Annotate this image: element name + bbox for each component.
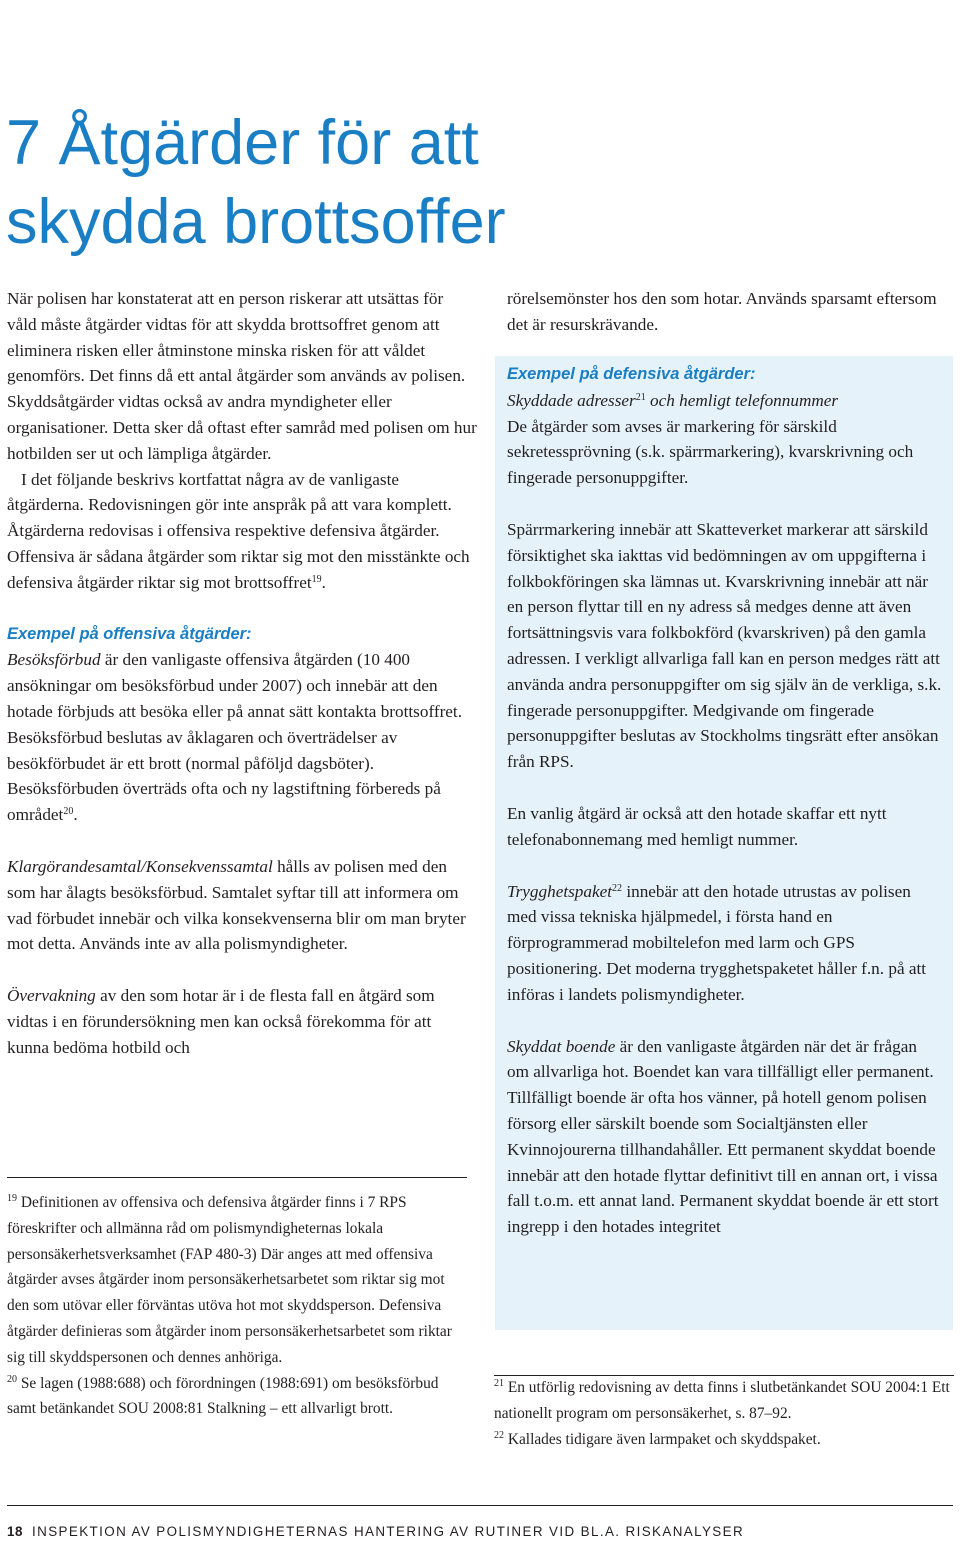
klargorandesamtal-text: hålls av polisen med den som har ålagts besöksförbud. Samtalet syftar till att informera om vad förbudet innebär och vilka konsekvenserna blir om man bryter mot detta. Används inte av alla polismyndigheter. (7, 856, 466, 954)
right-column-continuation (507, 286, 959, 338)
footnote-22 (494, 1427, 954, 1453)
defensive-box (495, 356, 953, 1330)
page-number: 18 (7, 1524, 23, 1539)
skyddade-adresser-term: Skyddade adresser (507, 390, 636, 410)
sparrmarkering-paragraph: Spärrmarkering innebär att Skatteverket markerar att särskild försiktighet ska iakttas vid bedömningen av om uppgifterna i folkbokföringen ska lämnas ut. Kvarskrivning innebär att när en person flyttar till en ny adress så medges denne att även fortsättningsvis vara folkbokförd (kvarskriven) på den gamla adressen. I verkligt allvarliga fall kan en person medges rätt att använda andra personuppgifter om sig själv än de verkliga, s.k. fingerade personuppgifter. Medgivande om fingerade personuppgifter beslutas av Stockholms tingsrätt efter ansökan från RPS. (507, 519, 942, 772)
footnote-19 (7, 1190, 465, 1371)
klargorandesamtal-paragraph (7, 854, 477, 957)
overvakning-paragraph (7, 983, 477, 1060)
footnote-20 (7, 1371, 465, 1423)
overvakning-term: Övervakning (7, 986, 96, 1006)
footnote-divider-left (7, 1177, 467, 1178)
overview-text: I det följande beskrivs kortfattat några av de vanligaste åtgärderna. Redovisningen gör inte anspråk på att vara komplett. Åtgärderna redovisas i offensiva respektive defensiva åtgärder. Offensiva är sådana åtgärder som riktar sig mot den misstänkte och defensiva åtgärder riktar sig mot brottsoffret (7, 469, 470, 592)
running-footer-text: INSPEKTION AV POLISMYNDIGHETERNAS HANTERING AV RUTINER VID BL.A. RISKANALYSER (32, 1524, 745, 1539)
page-footer (7, 1523, 953, 1541)
footnote-21 (494, 1375, 954, 1427)
skyddade-adresser-heading (507, 388, 943, 414)
offensive-heading: Exempel på offensiva åtgärder: (7, 624, 252, 643)
footnote-ref-19: 19 (311, 573, 322, 585)
besoksforbud-term: Besöksförbud (7, 650, 101, 670)
footnote-20-text: Se lagen (1988:688) och förordningen (1988:691) om besöksförbud samt betänkandet SOU 2008:81 Stalkning – ett allvarligt brott. (7, 1374, 439, 1418)
telefonabonnemang-paragraph: En vanlig åtgärd är också att den hotade skaffar ett nytt telefonabonnemang med hemligt nummer. (507, 803, 887, 849)
footnote-20-number: 20 (7, 1373, 17, 1385)
footnote-19-text: Definitionen av offensiva och defensiva åtgärder finns i 7 RPS föreskrifter och allmänna råd om polismyndigheternas lokala personsäkerhetsverksamhet (FAP 480-3) Där anges att med offensiva åtgärder avses åtgärder inom personsäkerhetsarbetet som riktar sig mot den som utövar eller förväntas utöva hot mot skyddsperson. Defensiva åtgärder definieras som åtgärder inom personsäkerhetsarbetet som riktar sig till skyddspersonen och dennes anhöriga. (7, 1194, 452, 1366)
footnote-ref-22: 22 (612, 882, 623, 894)
footnote-21-number: 21 (494, 1378, 504, 1389)
skyddat-boende-text: är den vanligaste åtgärden när det är frågan om allvarliga hot. Boendet kan vara tillfälligt eller permanent. Tillfälligt boende är ofta hos vänner, på hotell genom polisen försorg eller särskilt boende som Socialtjänsten eller Kvinnojourerna tillhandahåller. Ett permanent skyddat boende innebär att den hotade flyttar definitivt till en annan ort, i vissa fall t.o.m. ett annat land. Permanent skyddat boende är ett stort ingrepp i den hotades integritet (507, 1036, 939, 1237)
intro-paragraph (7, 286, 477, 467)
left-column (7, 286, 477, 1061)
skyddat-boende-paragraph (507, 1034, 943, 1240)
defensive-box-content (507, 362, 943, 1240)
footnotes-left (7, 1190, 465, 1422)
footnote-ref-20: 20 (63, 806, 74, 818)
footnote-21-text: En utförlig redovisning av detta finns i slutbetänkandet SOU 2004:1 Ett nationellt program om personsäkerhet, s. 87–92. (494, 1379, 950, 1422)
defensive-heading: Exempel på defensiva åtgärder: (507, 365, 756, 383)
footnote-19-number: 19 (7, 1193, 17, 1204)
overvakning-text: av den som hotar är i de flesta fall en åtgärd som vidtas i en förundersökning men kan också förekomma för att kunna bedöma hotbild och (7, 986, 435, 1057)
intro-text: När polisen har konstaterat att en person riskerar att utsättas för våld måste åtgärder vidtas för att skydda brottsoffret genom att eliminera risken eller åtminstone minska risken för att våldet genomförs. Det finns då ett antal åtgärder som används av polisen. Skyddsåtgärder vidtas också av andra myndigheter eller organisationer. Detta sker då oftast efter samråd med polisen om hur hotbilden ser ut och lämpliga åtgärder. (7, 289, 477, 463)
overview-paragraph (7, 467, 477, 596)
skyddade-adresser-text: De åtgärder som avses är markering för särskild sekretessprövning (s.k. spärrmarkering), kvarskrivning och fingerade personuppgifter. (507, 416, 914, 488)
footnote-22-text: Kallades tidigare även larmpaket och skyddspaket. (504, 1430, 821, 1448)
trygghetspaket-paragraph (507, 879, 943, 1008)
footnote-ref-21: 21 (635, 391, 646, 403)
trygghetspaket-term: Trygghetspaket (507, 881, 613, 901)
besoksforbud-end: . (73, 805, 78, 825)
footnote-22-number: 22 (494, 1429, 504, 1441)
skyddade-adresser-term-rest: och hemligt telefonnummer (645, 390, 839, 410)
besoksforbud-paragraph (7, 647, 477, 828)
overview-end: . (321, 572, 326, 592)
footnotes-right (494, 1375, 954, 1452)
footer-divider (7, 1505, 953, 1506)
besoksforbud-text: är den vanligaste offensiva åtgärden (10 400 ansökningar om besöksförbud under 2007) och innebär att den hotade förbjuds att besöka eller på annat sätt kontakta brottsoffret. Besöksförbud beslutas av åklagaren och överträdelser av besökförbudet är ett brott (normal påföljd dagsböter). Besöksförbuden överträds ofta och ny lagstiftning förbereds på området (7, 650, 463, 825)
skyddat-boende-term: Skyddat boende (507, 1036, 616, 1056)
klargorandesamtal-term: Klargörandesamtal/Konsekvenssamtal (7, 856, 273, 876)
chapter-title: 7 Åtgärder för att skydda brottsoffer (6, 108, 506, 257)
continuation-text: rörelsemönster hos den som hotar. Används sparsamt eftersom det är resurskrävande. (507, 289, 937, 334)
trygghetspaket-text: innebär att den hotade utrustas av polisen med vissa tekniska hjälpmedel, i första hand en förprogrammerad mobiltelefon med larm och GPS positionering. Det moderna trygghetspaketet håller f.n. på att införas i landets polismyndigheter. (507, 881, 927, 1004)
